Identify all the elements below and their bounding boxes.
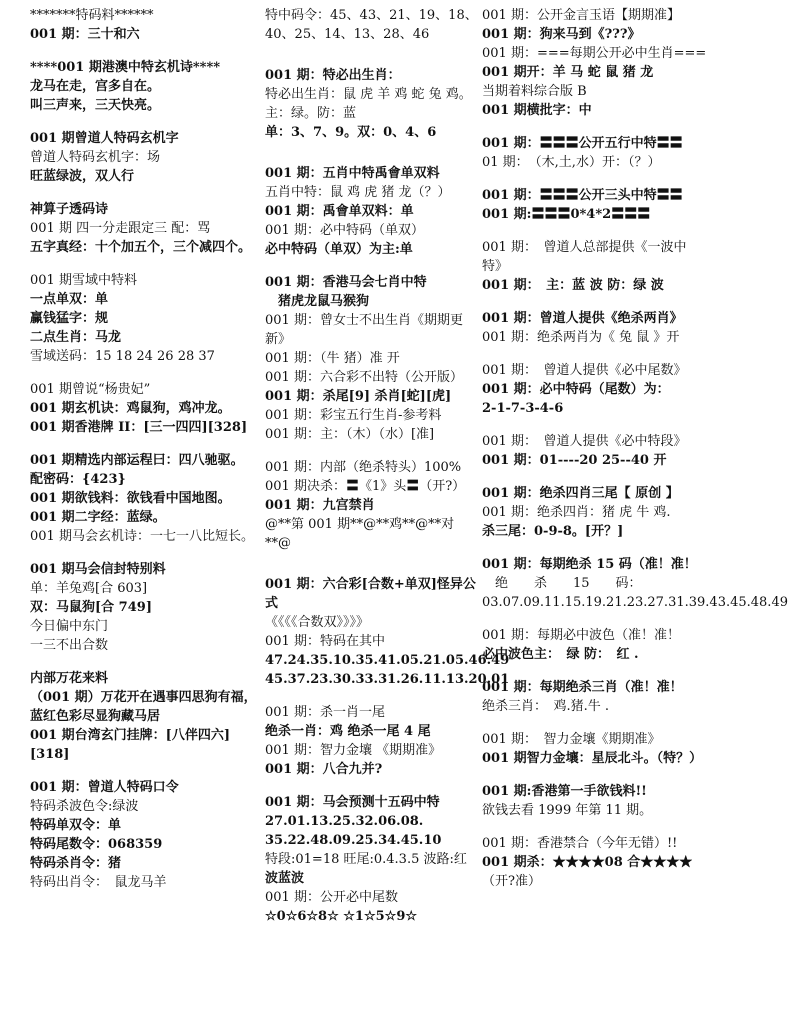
- text-line: 001 期二字经：蓝绿。: [30, 510, 166, 525]
- spacer: [265, 689, 478, 703]
- text-line: 001 期：五肖中特禹會单双料: [265, 166, 440, 181]
- text-line: 001 期：智力金壤 《期期准》: [265, 743, 442, 758]
- middle-column: [265, 6, 510, 926]
- text-line: 内部万花来料: [30, 671, 109, 686]
- text-line: 001 期:〓〓〓0*4*2〓〓〓: [482, 207, 651, 222]
- text-line: 当期着料综合版 B: [482, 84, 587, 99]
- text-line: 47.24.35.10.35.41.05.21.05.46.49: [265, 653, 510, 668]
- text-line: （001 期）万花开在遇事四思狗有福，蓝红色彩尽显狗藏马居: [30, 690, 257, 724]
- spacer: [265, 259, 478, 273]
- text-line: 001 期：杀一肖一尾: [265, 705, 385, 720]
- text-line: 001 期:香港第一手欲钱料!!: [482, 784, 647, 799]
- spacer: [265, 553, 478, 575]
- spacer: [482, 172, 704, 186]
- spacer: [482, 541, 704, 555]
- text-line: 配密码：{423}: [30, 472, 126, 487]
- text-line: 001 期：香港马会七肖中特: [265, 275, 427, 290]
- text-line: 001 期香港牌 II：[三一四四][328]: [30, 420, 248, 435]
- spacer: [265, 44, 478, 66]
- text-line: 001 期开：羊 马 蛇 鼠 猪 龙: [482, 65, 654, 80]
- text-line: 001 期：〓〓〓公开五行中特〓〓: [482, 136, 683, 151]
- text-line: 必中波色主： 绿 防： 红 .: [482, 647, 639, 662]
- text-line: 001 期：禹會单双料：单: [265, 204, 414, 219]
- text-line: 001 期：曾道人提供《绝杀两肖》: [482, 311, 683, 326]
- text-line: 波蓝波: [265, 871, 305, 886]
- text-line: 今日偏中东门: [30, 619, 109, 634]
- text-line: 001 期：（牛 猪）准 开: [265, 351, 400, 366]
- text-line: 001 期：必中特码（尾数）为：: [482, 382, 670, 397]
- spacer: [482, 120, 704, 134]
- spacer: [482, 612, 704, 626]
- text-line: 03.07.09.11.15.19.21.23.27.31.39.43.45.48.49: [482, 595, 788, 610]
- text-line: 二点生肖：马龙: [30, 330, 122, 345]
- spacer: [30, 257, 258, 271]
- text-line: 001 期：内部（绝杀特头）100%: [265, 460, 462, 475]
- text-line: ☆0☆6☆8☆ ☆1☆5☆9☆: [265, 909, 418, 924]
- spacer: [30, 655, 258, 669]
- text-line: 特段:01=18 旺尾:0.4.3.5 波路:红: [265, 852, 467, 867]
- text-line: 曾道人特码玄机字：场: [30, 150, 161, 165]
- text-line: 35.22.48.09.25.34.45.10: [265, 833, 442, 848]
- text-line: 特中码令：45、43、21、19、18、40、25、14、13、28、46: [265, 8, 478, 42]
- text-line: 一点单双：单: [30, 292, 109, 307]
- text-line: 001 期：每期绝杀 15 码（准！准！: [482, 557, 697, 572]
- text-line: 001 期： 曾道人提供《必中尾数》: [482, 363, 687, 378]
- text-line: 特码杀波色令:绿波: [30, 799, 139, 814]
- text-line: 001 期：彩宝五行生肖-参考料: [265, 408, 442, 423]
- text-line: 001 期马会玄机诗：一七一八比短长。: [30, 529, 254, 544]
- text-line: 001 期：马会预测十五码中特: [265, 795, 440, 810]
- text-line: 27.01.13.25.32.06.08.: [265, 814, 424, 829]
- spacer: [30, 764, 258, 778]
- text-line: 001 期：八合九并?: [265, 762, 383, 777]
- text-line: 001 期：01----20 25--40 开: [482, 453, 667, 468]
- text-line: 001 期：特必出生肖：: [265, 68, 401, 83]
- text-line: 001 期横批字：中: [482, 103, 592, 118]
- text-line: 001 期杀：★★★★08 合★★★★: [482, 855, 693, 870]
- text-line: 001 期决杀：〓《1》头〓（开?）: [265, 479, 466, 494]
- text-line: 001 期智力金壤：星辰北斗。（特？）: [482, 751, 703, 766]
- text-line: 001 期欲钱料：欲钱看中国地图。: [30, 491, 231, 506]
- text-line: 神算子透码诗: [30, 202, 109, 217]
- text-line: 五肖中特：鼠 鸡 虎 猪 龙（？）: [265, 185, 451, 200]
- text-line: 001 期：狗来马到《???》: [482, 27, 641, 42]
- text-line: 绝杀三肖： 鸡.猪.牛 .: [482, 699, 610, 714]
- spacer: [482, 224, 704, 238]
- text-line: 001 期： 主：蓝 波 防：绿 波: [482, 278, 664, 293]
- text-line: 001 期：每期绝杀三肖（准！准！: [482, 680, 683, 695]
- spacer: [482, 716, 704, 730]
- text-line: 001 期台湾玄门挂牌：[八伴四六][318]: [30, 728, 230, 762]
- text-line: 01 期： （木,土,水）开：（？）: [482, 155, 661, 170]
- text-line: 特码杀肖令：猪: [30, 856, 122, 871]
- spacer: [482, 820, 704, 834]
- text-line: 001 期：六合彩[合数+单双]怪异公式: [265, 577, 476, 611]
- text-line: 猪虎龙鼠马猴狗: [265, 294, 370, 309]
- text-line: 001 期精选内部运程曰：四八驰驱。: [30, 453, 244, 468]
- text-line: 001 期： 曾道人总部提供《一波中特》: [482, 240, 687, 274]
- text-line: 45.37.23.30.33.31.26.11.13.20.01: [265, 672, 510, 687]
- spacer: [265, 779, 478, 793]
- text-line: 001 期：绝杀两肖为《 兔 鼠 》开: [482, 330, 680, 345]
- text-line: 001 期：公开金言玉语【期期准】: [482, 8, 680, 23]
- text-line: 雪域送码：15 18 24 26 28 37: [30, 349, 215, 364]
- text-line: 001 期：特码在其中: [265, 634, 385, 649]
- text-line: ****001 期港澳中特玄机诗****: [30, 60, 221, 75]
- text-line: 001 期：三十和六: [30, 27, 140, 42]
- text-line: 《《《《合数双》》》》: [265, 615, 370, 630]
- spacer: [482, 295, 704, 309]
- text-line: 001 期雪域中特料: [30, 273, 137, 288]
- text-line: 绝杀一肖：鸡 绝杀一尾 4 尾: [265, 724, 431, 739]
- text-line: 特码出肖令： 鼠龙马羊: [30, 875, 167, 890]
- text-line: 001 期 四一分走跟定三 配：骂: [30, 221, 211, 236]
- right-column: [482, 6, 788, 891]
- text-line: 赢钱猛字：规: [30, 311, 109, 326]
- text-line: 绝 杀 15 码：: [482, 576, 642, 591]
- text-line: 001 期：绝杀四肖：猪 虎 牛 鸡.: [482, 505, 671, 520]
- spacer: [30, 44, 258, 58]
- text-line: 001 期：每期必中波色（准！准！: [482, 628, 680, 643]
- text-line: 001 期曾说“杨贵妃”: [30, 382, 151, 397]
- text-line: 欲钱去看 1999 年第 11 期。: [482, 803, 653, 818]
- text-line: 001 期：香港禁合（今年无错）!!: [482, 836, 678, 851]
- text-line: 001 期：曾女士不出生肖《期期更新》: [265, 313, 463, 347]
- text-line: 001 期：主：（木）（水）[准]: [265, 427, 435, 442]
- text-line: 主：绿。防：蓝: [265, 106, 357, 121]
- text-line: 001 期： 曾道人提供《必中特段》: [482, 434, 687, 449]
- text-line: 001 期： 智力金壤《期期准》: [482, 732, 661, 747]
- text-line: 001 期：绝杀四肖三尾【 原创 】: [482, 486, 679, 501]
- spacer: [30, 546, 258, 560]
- spacer: [482, 470, 704, 484]
- text-line: 001 期马会信封特别料: [30, 562, 166, 577]
- text-line: 001 期：公开必中尾数: [265, 890, 398, 905]
- text-line: 一三不出合数: [30, 638, 109, 653]
- spacer: [30, 186, 258, 200]
- spacer: [30, 437, 258, 451]
- text-line: 单：羊兔鸡[合 603]: [30, 581, 148, 596]
- text-line: 001 期玄机诀：鸡鼠狗，鸡冲龙。: [30, 401, 231, 416]
- text-line: 双：马鼠狗[合 749]: [30, 600, 152, 615]
- text-line: 五字真经：十个加五个，三个减四个。: [30, 240, 252, 255]
- text-line: 特码尾数令：068359: [30, 837, 163, 852]
- text-line: 001 期：六合彩不出特（公开版）: [265, 370, 463, 385]
- text-line: 特必出生肖：鼠 虎 羊 鸡 蛇 兔 鸡。: [265, 87, 472, 102]
- spacer: [482, 664, 704, 678]
- text-line: @**第 001 期**@**鸡**@**对**@: [265, 517, 455, 551]
- text-line: 杀三尾：0-9-8。[开？]: [482, 524, 624, 539]
- spacer: [482, 347, 704, 361]
- left-column: [30, 6, 258, 892]
- text-line: 001 期：曾道人特码口令: [30, 780, 179, 795]
- text-line: 001 期：必中特码（单双）: [265, 223, 424, 238]
- text-line: 001 期曾道人特码玄机字: [30, 131, 179, 146]
- spacer: [482, 768, 704, 782]
- text-line: 特码单双令：单: [30, 818, 122, 833]
- text-line: *******特码料******: [30, 8, 154, 23]
- spacer: [265, 142, 478, 164]
- text-line: 旺蓝绿波，双人行: [30, 169, 135, 184]
- text-line: 001 期：===每期公开必中生肖===: [482, 46, 707, 61]
- spacer: [265, 444, 478, 458]
- spacer: [30, 115, 258, 129]
- text-line: （开?准）: [482, 874, 541, 889]
- text-line: 必中特码（单双）为主:单: [265, 242, 413, 257]
- text-line: 001 期：杀尾[9] 杀肖[蛇][虎]: [265, 389, 452, 404]
- text-line: 龙马在走，宫多自在。: [30, 79, 161, 94]
- spacer: [482, 418, 704, 432]
- text-line: 2-1-7-3-4-6: [482, 401, 564, 416]
- text-line: 单：3、7、9。双：0、4、6: [265, 125, 437, 140]
- text-line: 叫三声来，三天快亮。: [30, 98, 161, 113]
- spacer: [30, 366, 258, 380]
- text-line: 001 期：九宫禁肖: [265, 498, 375, 513]
- text-line: 001 期：〓〓〓公开三头中特〓〓: [482, 188, 683, 203]
